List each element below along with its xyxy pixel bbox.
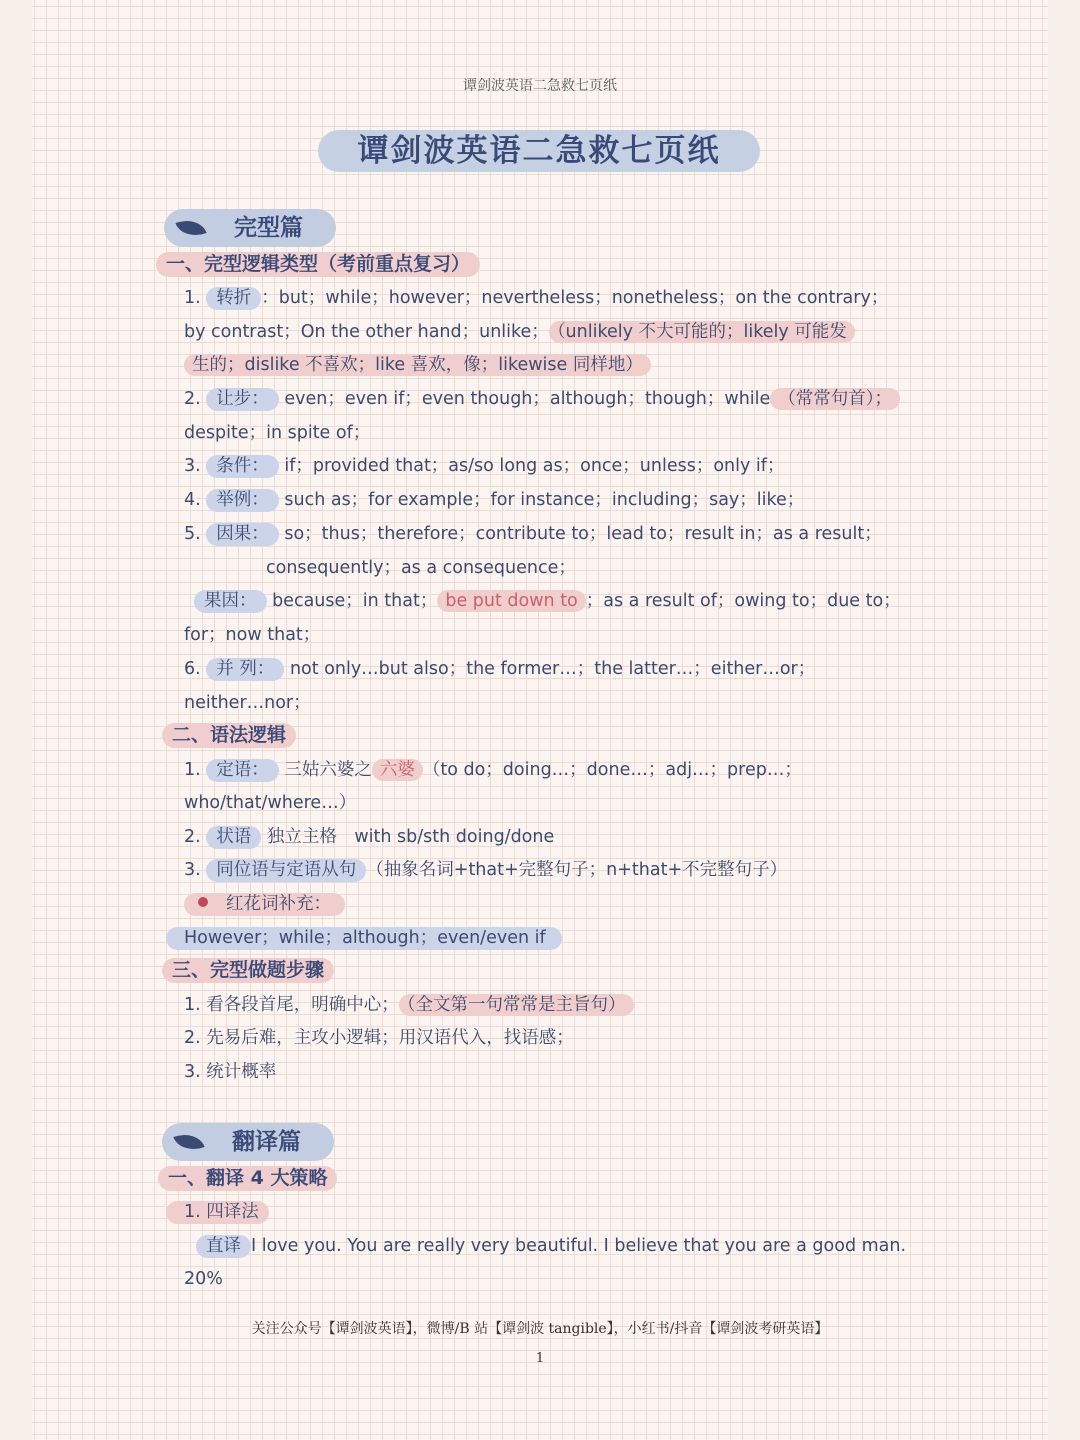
- item-number: 5.: [184, 524, 201, 544]
- line-text: not only…but also；the former…；the latter…；either…or；: [289, 659, 816, 679]
- text-line: [184, 622, 320, 648]
- page-number: 1: [535, 1351, 545, 1366]
- item-number: 3.: [184, 860, 201, 880]
- page-header: 谭剑波英语二急救七页纸: [463, 78, 617, 94]
- line-text: I love you. You are really very beautiful. I believe that you are a good man.: [251, 1236, 907, 1256]
- text-line: [166, 925, 562, 951]
- label-effect-cause: 果因：: [194, 590, 267, 613]
- four-methods-label: 1. 四译法: [166, 1201, 269, 1224]
- label-adverbial: 状语: [206, 826, 261, 849]
- section-label: 完型篇: [234, 215, 303, 241]
- highlight-words: However；while；although；even/even if: [166, 927, 562, 950]
- subheading-grammar-logic: [162, 722, 296, 748]
- label-turning: 转折: [206, 287, 261, 310]
- line-text: （抽象名词+that+完整句子；n+that+不完整句子）: [366, 860, 788, 880]
- notebook-page: [32, 0, 1048, 1440]
- text-line: [184, 1266, 223, 1292]
- highlight-note: 生的；dislike 不喜欢；like 喜欢，像；likewise 同样地）: [184, 354, 651, 376]
- subheading-text: 一、翻译 4 大策略: [158, 1166, 337, 1191]
- item-number: 3.: [184, 456, 201, 476]
- leaf-icon: [173, 1128, 204, 1156]
- line-text: 独立主格 with sb/sth doing/done: [266, 827, 555, 847]
- subheading-text: 三、完型做题步骤: [162, 958, 334, 983]
- text-line: [184, 857, 787, 883]
- text-line: [184, 656, 815, 682]
- red-flower-words: [184, 893, 345, 916]
- subheading-cloze-steps: [162, 957, 334, 983]
- line-text: ：but；while；however；nevertheless；nonetheless；on the contrary；: [261, 288, 889, 308]
- line-text: 1. 看各段首尾，明确中心；: [184, 995, 399, 1015]
- subheading-logic-types: [156, 251, 480, 277]
- page-footer: 关注公众号【谭剑波英语】，微博/B 站【谭剑波 tangible】，小红书/抖音【谭剑波考研英语】: [251, 1321, 829, 1337]
- line-text: so；thus；therefore；contribute to；lead to；result in；as a result；: [284, 524, 882, 544]
- page-title: 谭剑波英语二急救七页纸: [318, 130, 760, 172]
- label-literal: 直译: [196, 1235, 251, 1258]
- line-text: by contrast；On the other hand；unlike；: [184, 322, 549, 342]
- text-line: [184, 992, 634, 1018]
- highlight-note: （常常句首）；: [770, 388, 900, 410]
- label-example: 举例：: [206, 489, 279, 512]
- text-line: [184, 690, 311, 716]
- text-line: [184, 285, 888, 311]
- text-line: [184, 386, 900, 412]
- text-line: [194, 588, 901, 614]
- text-line: [266, 555, 576, 581]
- line-text: despite；in spite of；: [184, 423, 371, 443]
- line-text: 3. 统计概率: [184, 1062, 277, 1082]
- line-text: 20%: [184, 1269, 223, 1289]
- subheading-four-strategies: [158, 1165, 337, 1191]
- subheading-text: 一、完型逻辑类型（考前重点复习）: [156, 252, 480, 277]
- item-number: 4.: [184, 490, 201, 510]
- line-text: neither…nor；: [184, 693, 311, 713]
- item-number: 2.: [184, 389, 201, 409]
- bullet-dot-icon: [198, 897, 208, 907]
- leaf-icon: [175, 214, 206, 242]
- label-attributive: 定语：: [206, 759, 279, 782]
- section-translation-heading: [162, 1123, 334, 1161]
- line-text: such as；for example；for instance；including；say；like；: [284, 490, 805, 510]
- text-line: [184, 521, 882, 547]
- label-cause-effect: 因果：: [206, 523, 279, 546]
- label-condition: 条件：: [206, 455, 279, 478]
- text-line: [184, 420, 370, 446]
- highlight-phrase: be put down to: [437, 590, 585, 612]
- line-text: even；even if；even though；although；though；while: [284, 389, 771, 409]
- line-text: who/that/where…）: [184, 793, 357, 813]
- line-text: 三姑六婆之: [284, 760, 372, 780]
- item-number: 6.: [184, 659, 201, 679]
- line-text: ；as a result of；owing to；due to；: [585, 591, 901, 611]
- line-text: because；in that；: [272, 591, 438, 611]
- line-text: consequently；as a consequence；: [266, 558, 576, 578]
- text-line: [184, 1025, 574, 1051]
- line-text: 2. 先易后难，主攻小逻辑；用汉语代入，找语感；: [184, 1028, 574, 1048]
- text-line: [184, 790, 356, 816]
- label-appositive: 同位语与定语从句: [206, 859, 366, 882]
- section-cloze-heading: [164, 209, 336, 247]
- text-line: [184, 352, 651, 378]
- highlight-phrase: 六婆: [372, 759, 423, 781]
- text-line: [184, 487, 804, 513]
- text-line: [184, 319, 855, 345]
- line-text: （to do；doing…；done…；adj…；prep…；: [422, 760, 802, 780]
- subheading-text: 二、语法逻辑: [162, 723, 296, 748]
- highlight-note: （unlikely 不大可能的；likely 可能发: [549, 321, 855, 343]
- text-line: [196, 1233, 906, 1259]
- label-parallel: 并 列：: [206, 658, 284, 681]
- line-text: if；provided that；as/so long as；once；unless；only if；: [284, 456, 785, 476]
- text-line: [184, 453, 784, 479]
- text-line: [184, 824, 554, 850]
- text-line: [184, 1059, 276, 1085]
- item-number: 1.: [184, 288, 201, 308]
- text-line: [184, 891, 345, 917]
- line-text: 红花词补充：: [226, 894, 331, 914]
- item-number: 1.: [184, 760, 201, 780]
- highlight-note: （全文第一句常常是主旨句）: [399, 994, 634, 1016]
- text-line: [166, 1199, 269, 1225]
- text-line: [184, 757, 802, 783]
- label-concession: 让步：: [206, 388, 279, 411]
- section-label: 翻译篇: [232, 1129, 301, 1155]
- item-number: 2.: [184, 827, 201, 847]
- line-text: for；now that；: [184, 625, 321, 645]
